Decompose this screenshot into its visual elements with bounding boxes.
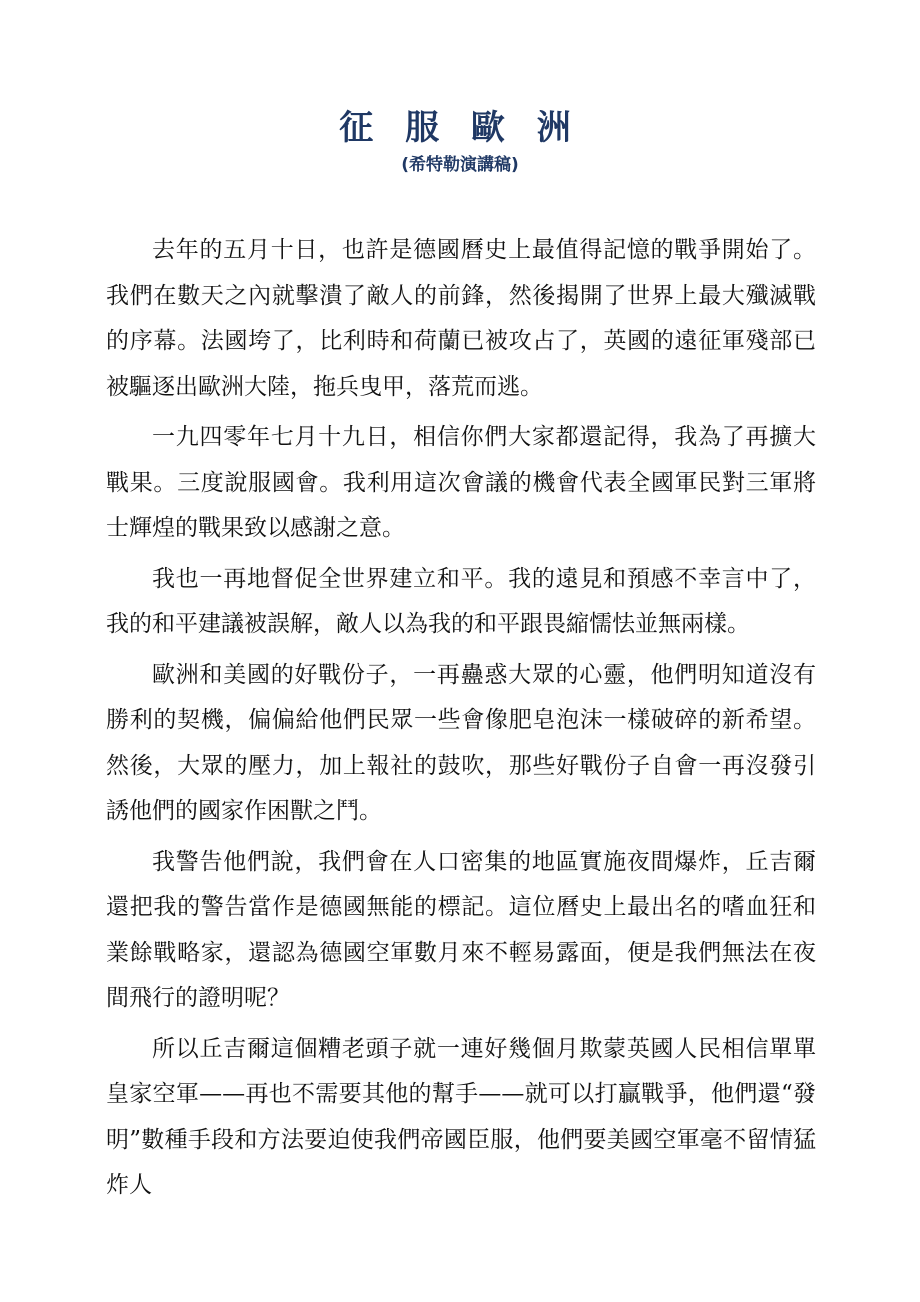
paragraph: 我也一再地督促全世界建立和平。我的遠見和預感不幸言中了，我的和平建議被誤解，敵人以為我的和平跟畏縮懦怯並無兩樣。: [106, 565, 816, 637]
document-subtitle: (希特勒演講稿): [401, 155, 519, 175]
paragraph: 去年的五月十日，也許是德國曆史上最值得記憶的戰爭開始了。我們在數天之內就擊潰了敵人的前鋒，然後揭開了世界上最大殲滅戰的序幕。法國垮了，比利時和荷蘭已被攻占了，英國的遠征軍殘部已被驅逐出歐洲大陸，拖兵曳甲，落荒而逃。: [106, 237, 816, 400]
paragraph: 我警告他們說，我們會在人口密集的地區實施夜間爆炸，丘吉爾還把我的警告當作是德國無能的標記。這位曆史上最出名的嗜血狂和業餘戰略家，還認為德國空軍數月來不輕易露面，便是我們無法在夜間飛行的證明呢？: [106, 848, 816, 1011]
paragraph: 歐洲和美國的好戰份子，一再蠱惑大眾的心靈，他們明知道沒有勝利的契機，偏偏給他們民眾一些會像肥皂泡沫一樣破碎的新希望。然後，大眾的壓力，加上報社的鼓吹，那些好戰份子自會一再沒發引誘他們的國家作困獸之鬥。: [106, 661, 816, 824]
document-title: 征 服 歐 洲: [339, 108, 581, 148]
document-body: [106, 228, 816, 1214]
paragraph: 一九四零年七月十九日，相信你們大家都還記得，我為了再擴大戰果。三度說服國會。我利用這次會議的機會代表全國軍民對三軍將士輝煌的戰果致以感謝之意。: [106, 424, 816, 541]
paragraph: 所以丘吉爾這個糟老頭子就一連好幾個月欺蒙英國人民相信單單皇家空軍——再也不需要其他的幫手——就可以打贏戰爭，他們還“發明”數種手段和方法要迫使我們帝國臣服，他們要美國空軍毫不留情猛炸人: [106, 1035, 816, 1198]
